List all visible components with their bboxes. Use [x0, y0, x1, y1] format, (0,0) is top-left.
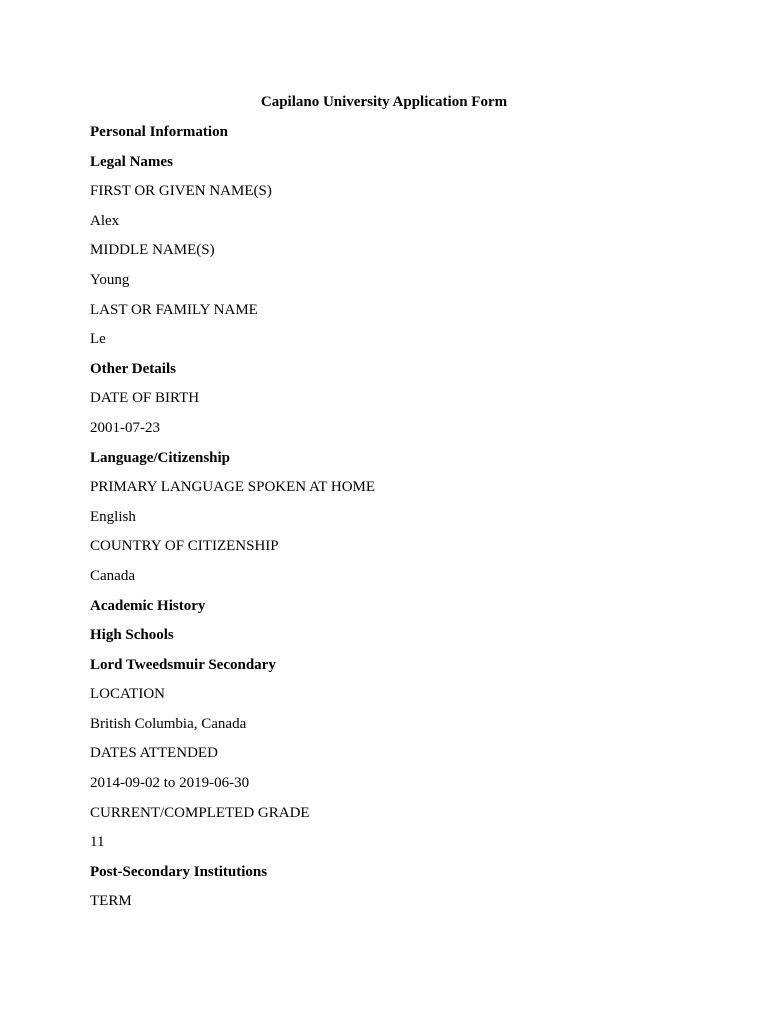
form-line: Canada [90, 567, 135, 584]
form-line: DATES ATTENDED [90, 745, 218, 762]
form-line: 2014-09-02 to 2019-06-30 [90, 775, 250, 792]
form-line: Alex [90, 212, 120, 229]
document-title: Capilano University Application Form [260, 94, 508, 110]
form-content [90, 122, 375, 921]
form-line: English [90, 508, 136, 525]
form-line: COUNTRY OF CITIZENSHIP [90, 538, 279, 555]
form-line: FIRST OR GIVEN NAME(S) [90, 183, 272, 200]
section-heading: Post-Secondary Institutions [90, 863, 268, 880]
section-heading: Other Details [90, 360, 176, 377]
form-line: LOCATION [90, 686, 165, 703]
form-line: DATE OF BIRTH [90, 390, 200, 407]
form-line: Young [90, 271, 130, 288]
form-line: Le [90, 331, 106, 348]
form-line: LAST OR FAMILY NAME [90, 301, 258, 318]
form-line: PRIMARY LANGUAGE SPOKEN AT HOME [90, 479, 376, 496]
form-line: 2001-07-23 [90, 419, 160, 436]
section-heading: Academic History [90, 597, 206, 614]
form-line: British Columbia, Canada [90, 715, 247, 732]
section-heading: Legal Names [90, 153, 173, 170]
section-heading: High Schools [90, 627, 174, 644]
section-heading: Personal Information [90, 124, 228, 140]
form-line: MIDDLE NAME(S) [90, 242, 215, 259]
form-line: CURRENT/COMPLETED GRADE [90, 804, 310, 821]
form-line: TERM [90, 893, 132, 910]
section-heading: Lord Tweedsmuir Secondary [90, 656, 276, 673]
section-heading: Language/Citizenship [90, 449, 231, 466]
form-line: 11 [90, 834, 105, 851]
